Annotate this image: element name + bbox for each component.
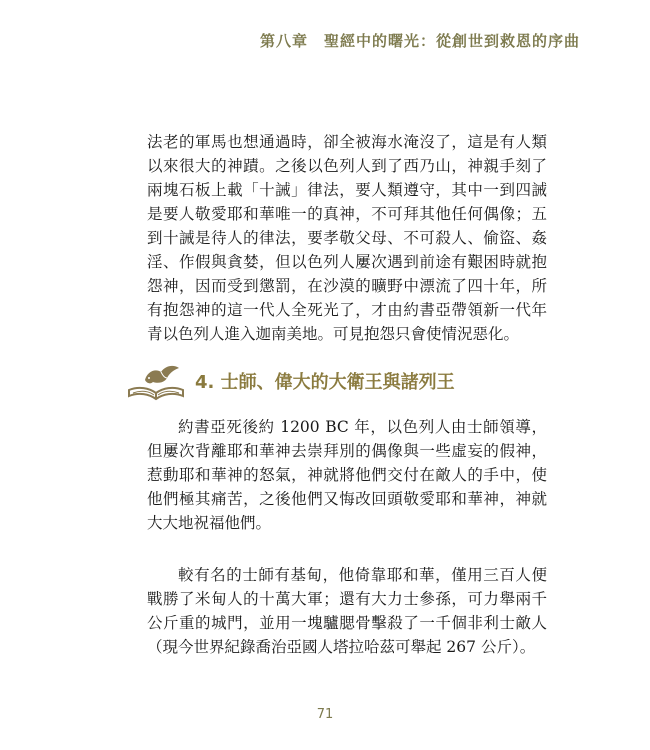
page-number: 71 [316, 707, 334, 722]
section-title: 4. 士師、偉大的大衛王與諸列王 [195, 372, 455, 393]
section-heading [125, 356, 565, 406]
body-paragraph-3: 較有名的士師有基甸，他倚靠耶和華，僅用三百人便戰勝了米甸人的十萬大軍；還有大力士參孫，可力舉兩千公斤重的城門，並用一塊驢腮骨擊殺了一千個非利士敵人（現今世界紀錄喬治亞國人塔拉哈茲可舉起 267 公斤）。 [147, 566, 547, 656]
running-header: 第八章 聖經中的曙光：從創世到救恩的序曲 [259, 32, 580, 50]
body-paragraph-2: 約書亞死後約 1200 BC 年，以色列人由士師領導，但屢次背離耶和華神去崇拜別的偶像與一些虛妄的假神，惹動耶和華神的怒氣，神就將他們交付在敵人的手中，使他們極其痛苦，之後他們又悔改回頭敬愛耶和華神，神就大大地祝福他們。 [147, 418, 547, 532]
body-paragraph-1: 法老的軍馬也想通過時，卻全被海水淹沒了，這是有人類以來很大的神蹟。之後以色列人到了西乃山，神親手刻了兩塊石板上載「十誡」律法，要人類遵守，其中一到四誡是要人敬愛耶和華唯一的真神，不可拜其他任何偶像；五到十誡是待人的律法，要孝敬父母、不可殺人、偷盜、姦淫、作假與貪婪，但以色列人屢次遇到前途有艱困時就抱怨神，因而受到懲罰，在沙漠的曠野中漂流了四十年，所有抱怨神的這一代人全死光了，才由約書亞帶領新一代年青以色列人進入迦南美地。可見抱怨只會使情況惡化。 [147, 133, 547, 343]
dove-on-book-icon [125, 360, 187, 404]
